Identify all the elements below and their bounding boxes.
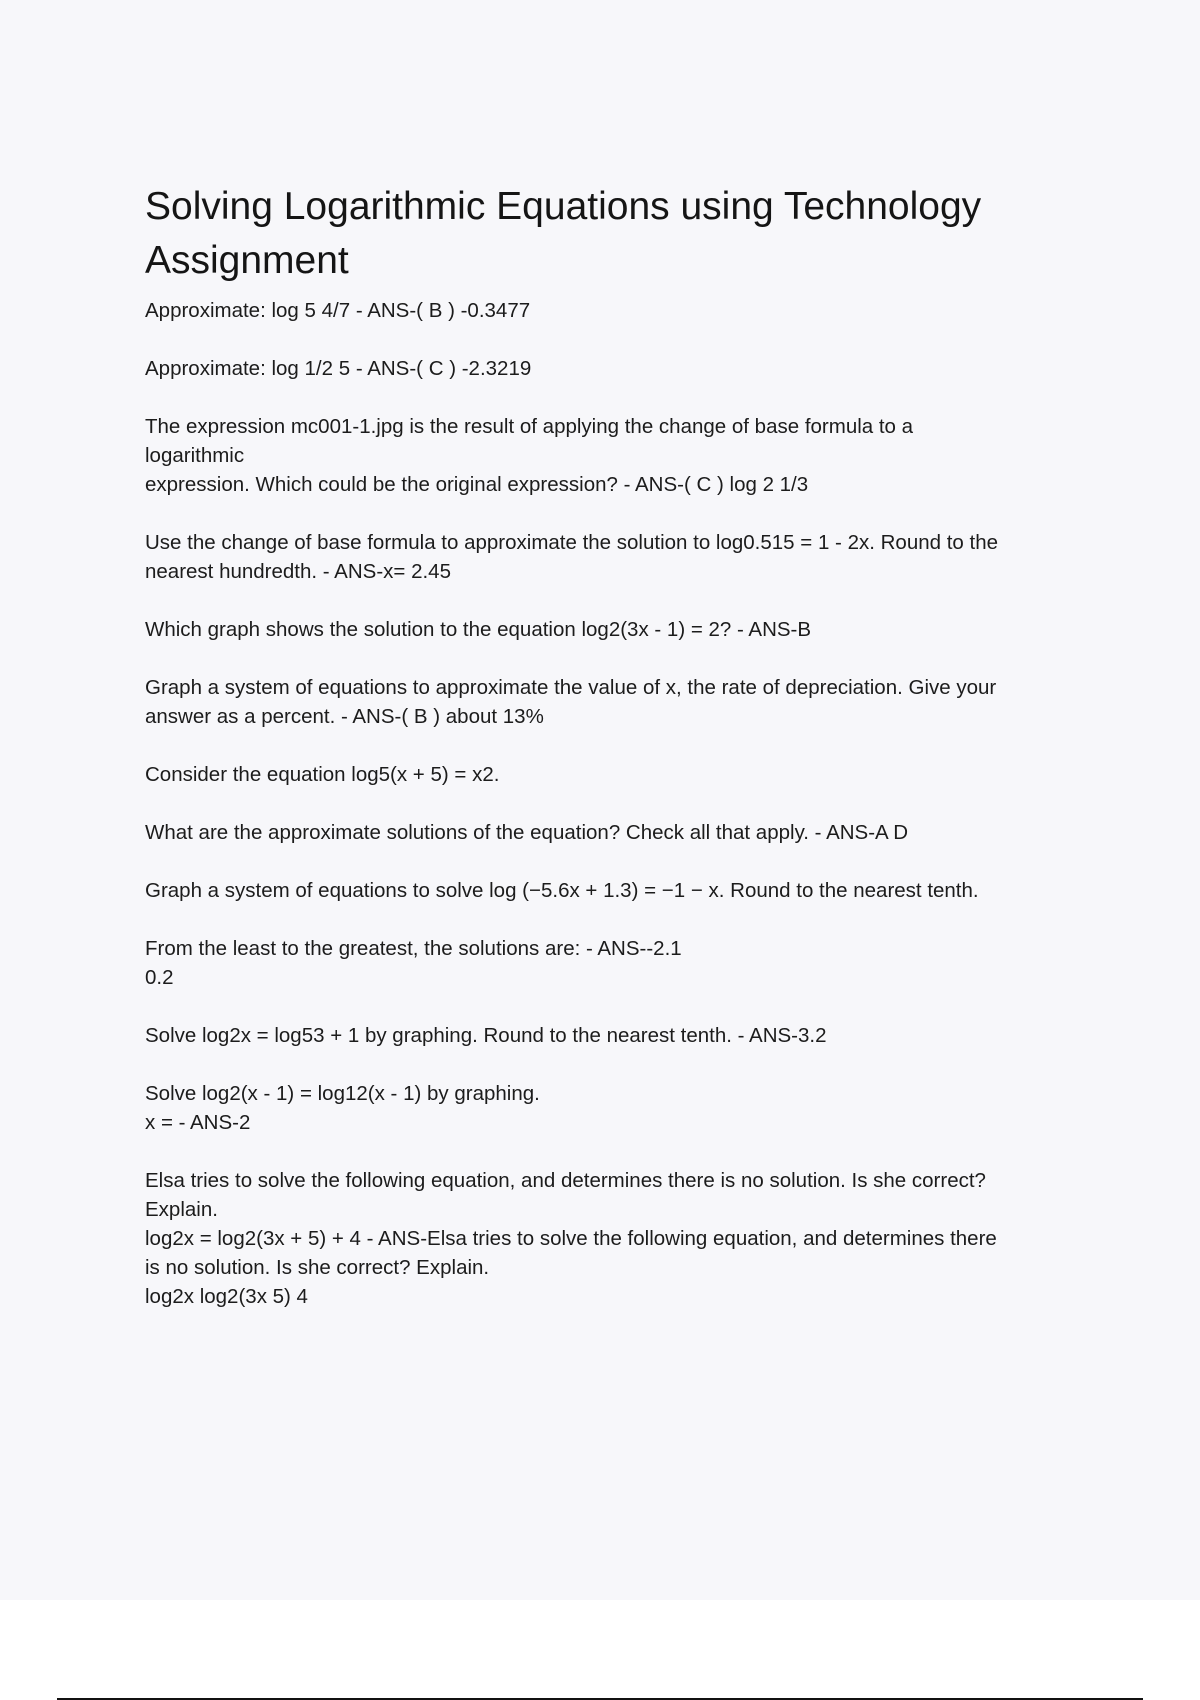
qa-item: [145, 354, 1085, 383]
qa-line: x = - ANS-2: [145, 1111, 251, 1134]
qa-line: From the least to the greatest, the solutions are: - ANS--2.1: [145, 937, 682, 960]
qa-item: [145, 760, 1085, 789]
qa-line: What are the approximate solutions of the equation? Check all that apply. - ANS-A D: [145, 821, 909, 844]
qa-line: The expression mc001-1.jpg is the result of applying the change of base formula to a: [145, 415, 914, 438]
qa-item: [145, 296, 1085, 325]
qa-line: Which graph shows the solution to the equation log2(3x - 1) = 2? - ANS-B: [145, 618, 812, 641]
document-content: [145, 180, 1085, 1340]
qa-item: [145, 528, 1085, 586]
qa-line: Graph a system of equations to solve log (−5.6x + 1.3) = −1 − x. Round to the nearest tenth.: [145, 879, 979, 902]
qa-line: logarithmic: [145, 444, 245, 467]
qa-line: Solve log2(x - 1) = log12(x - 1) by graphing.: [145, 1082, 540, 1105]
qa-line: Approximate: log 1/2 5 - ANS-( C ) -2.3219: [145, 357, 532, 380]
qa-line: nearest hundredth. - ANS-x= 2.45: [145, 560, 451, 583]
qa-line: Consider the equation log5(x + 5) = x2.: [145, 763, 500, 786]
qa-line: Use the change of base formula to approximate the solution to log0.515 = 1 - 2x. Round to the: [145, 531, 999, 554]
qa-item: [145, 818, 1085, 847]
qa-item: [145, 412, 1085, 499]
qa-line: is no solution. Is she correct? Explain.: [145, 1256, 490, 1279]
qa-item: [145, 1079, 1085, 1137]
qa-line: expression. Which could be the original expression? - ANS-( C ) log 2 1/3: [145, 473, 809, 496]
document-title: [145, 180, 1085, 288]
qa-line: Solve log2x = log53 + 1 by graphing. Round to the nearest tenth. - ANS-3.2: [145, 1024, 827, 1047]
qa-line: Explain.: [145, 1198, 218, 1221]
qa-item: [145, 1021, 1085, 1050]
qa-line: 0.2: [145, 966, 174, 989]
qa-item: [145, 1166, 1085, 1311]
qa-item: [145, 615, 1085, 644]
qa-line: Graph a system of equations to approximate the value of x, the rate of depreciation. Give your: [145, 676, 997, 699]
qa-line: Approximate: log 5 4/7 - ANS-( B ) -0.3477: [145, 299, 531, 322]
qa-item: [145, 934, 1085, 992]
qa-line: log2x = log2(3x + 5) + 4 - ANS-Elsa tries to solve the following equation, and determines there: [145, 1227, 997, 1250]
qa-line: answer as a percent. - ANS-( B ) about 13%: [145, 705, 544, 728]
title-line: Assignment: [145, 239, 349, 282]
qa-item: [145, 876, 1085, 905]
qa-line: Elsa tries to solve the following equation, and determines there is no solution. Is she correct?: [145, 1169, 986, 1192]
qa-line: log2x log2(3x 5) 4: [145, 1285, 308, 1308]
title-line: Solving Logarithmic Equations using Technology: [145, 185, 982, 228]
qa-item: [145, 673, 1085, 731]
